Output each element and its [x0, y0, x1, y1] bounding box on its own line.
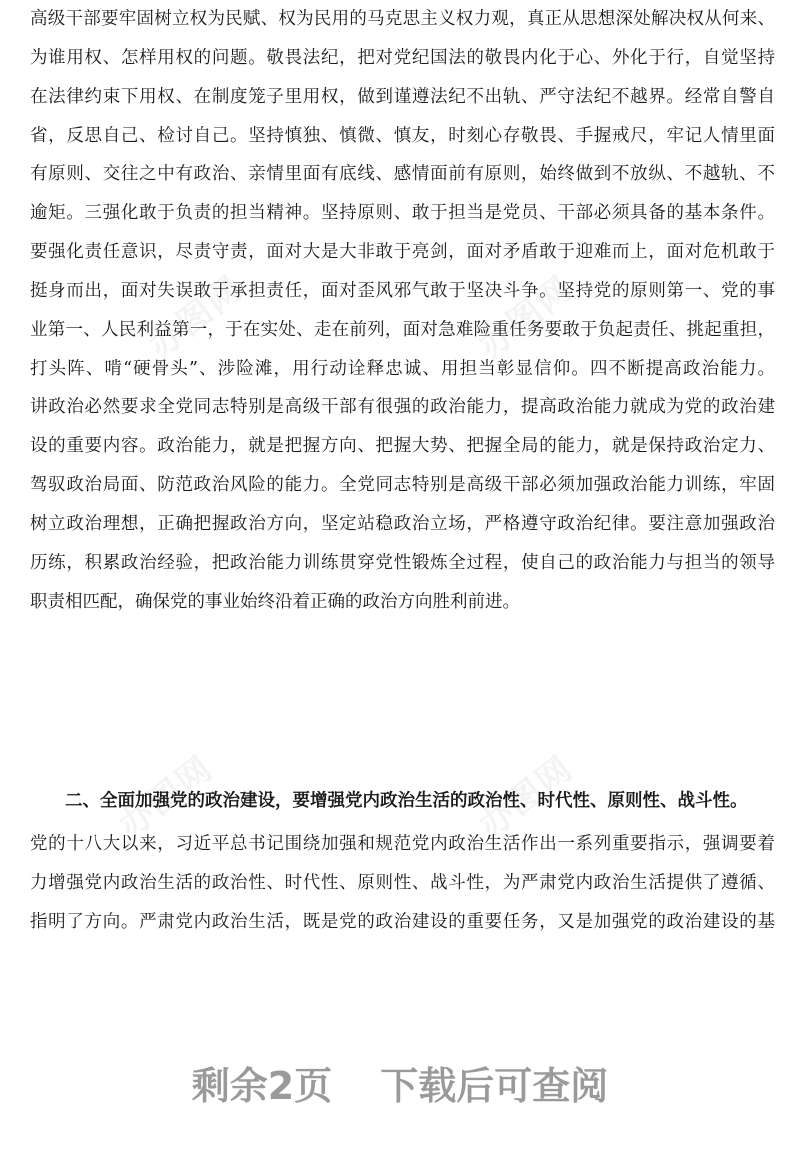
paragraph-1 [30, 0, 775, 622]
text-line: 讲政治必然要求全党同志特别是高级干部有很强的政治能力，提高政治能力就成为党的政治建 [30, 397, 775, 418]
text-line: 设的重要内容。政治能力，就是把握方向、把握大势、把握全局的能力，就是保持政治定力、 [30, 436, 775, 457]
text-line: 挺身而出，面对失误敢于承担责任，面对歪风邪气敢于坚决斗争。坚持党的原则第一、党的事 [30, 280, 775, 301]
text-line: 树立政治理想，正确把握政治方向，坚定站稳政治立场，严格遵守政治纪律。要注意加强政治 [30, 513, 775, 534]
text-line: 职责相匹配，确保党的事业始终沿着正确的政治方向胜利前进。 [30, 591, 520, 612]
watermark: 办图网 [471, 268, 582, 367]
paragraph-2 [30, 825, 775, 942]
text-line: 省，反思自己、检讨自己。坚持慎独、慎微、慎友，时刻心存敬畏、手握戒尺，牢记人情里面 [30, 125, 775, 146]
remaining-pages-label: 剩余2页 [191, 1064, 333, 1108]
text-line: 业第一、人民利益第一，于在实处、走在前列，面对急难险重任务要敢于负起责任、挑起重担， [30, 319, 775, 340]
text-line: 打头阵、啃“硬骨头”、涉险滩，用行动诠释忠诚、用担当彰显信仰。四不断提高政治能力。 [30, 358, 775, 379]
text-line: 逾矩。三强化敢于负责的担当精神。坚持原则、敢于担当是党员、干部必须具备的基本条件。 [30, 203, 775, 224]
watermark: 办图网 [141, 268, 252, 367]
download-banner[interactable] [0, 1058, 800, 1114]
text-line: 高级干部要牢固树立权为民赋、权为民用的马克思主义权力观，真正从思想深处解决权从何来、 [30, 9, 775, 29]
text-line: 历练，积累政治经验，把政治能力训练贯穿党性锻炼全过程，使自己的政治能力与担当的领导 [30, 552, 775, 573]
text-line: 力增强党内政治生活的政治性、时代性、原则性、战斗性，为严肃党内政治生活提供了遵循、 [30, 872, 775, 893]
download-hint-label: 下载后可查阅 [380, 1064, 609, 1108]
text-line: 指明了方向。严肃党内政治生活，既是党的政治建设的重要任务，又是加强党的政治建设的基 [30, 911, 775, 932]
text-line: 有原则、交往之中有政治、亲情里面有底线、感情面前有原则，始终做到不放纵、不越轨、不 [30, 164, 775, 185]
text-line: 为谁用权、怎样用权的问题。敬畏法纪，把对党纪国法的敬畏内化于心、外化于行，自觉坚持 [30, 47, 775, 68]
watermark: 办图网 [111, 748, 222, 847]
text-line: 在法律约束下用权、在制度笼子里用权，做到谨遵法纪不出轨、严守法纪不越界。经常自警自 [30, 86, 775, 107]
text-line: 要强化责任意识，尽责守责，面对大是大非敢于亮剑，面对矛盾敢于迎难而上，面对危机敢于 [30, 242, 775, 263]
text-line: 党的十八大以来，习近平总书记围绕加强和规范党内政治生活作出一系列重要指示，强调要着 [30, 834, 775, 854]
watermark: 办图网 [471, 748, 582, 847]
section-heading: 二、全面加强党的政治建设，要增强党内政治生活的政治性、时代性、原则性、战斗性。 [65, 791, 748, 811]
text-line: 驾驭政治局面、防范政治风险的能力。全党同志特别是高级干部必须加强政治能力训练，牢固 [30, 475, 775, 496]
